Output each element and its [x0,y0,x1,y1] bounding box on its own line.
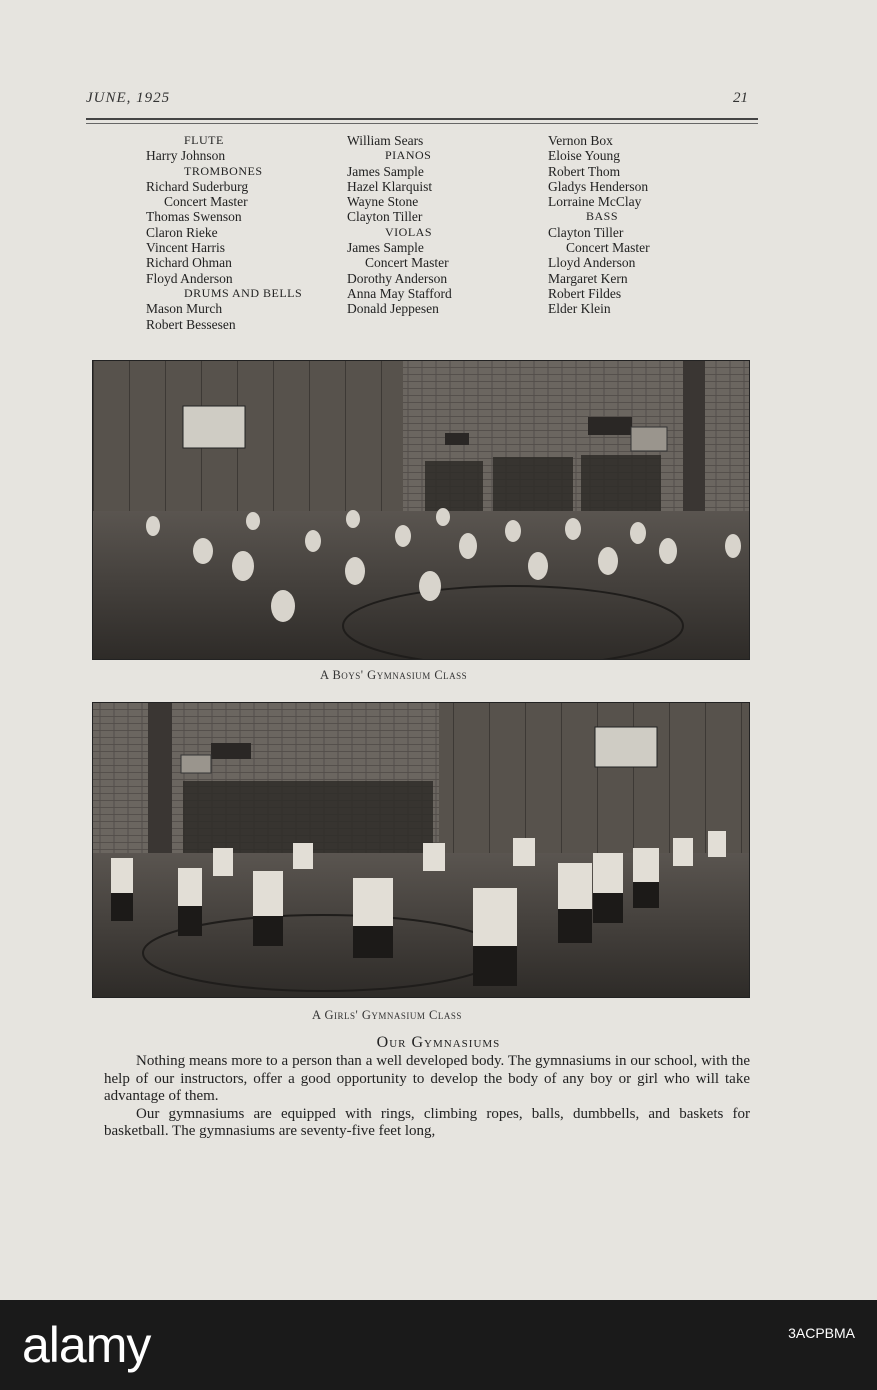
roster-section-heading: TROMBONES [184,163,263,178]
roster-name: Concert Master [365,255,449,271]
roster-name: Clayton Tiller [347,209,423,225]
roster-name: Richard Ohman [146,255,232,271]
roster-section-heading: VIOLAS [385,224,432,239]
girls-photo-caption: A Girls' Gymnasium Class [312,1008,462,1022]
roster-name: Thomas Swenson [146,209,242,225]
roster-name: Concert Master [164,194,248,210]
roster-name: Eloise Young [548,148,621,164]
boys-gymnasium-photo [92,360,750,660]
roster-section-heading: DRUMS AND BELLS [184,285,303,300]
girls-gymnasium-photo [92,702,750,998]
roster-name: Gladys Henderson [548,178,649,194]
image-id [735,1323,855,1343]
page-header-date: JUNE, 1925 [86,90,171,106]
page-number: 21 [733,90,748,106]
roster-section-heading: FLUTE [184,133,224,147]
header-rule [86,118,758,120]
alamy-logo: alamy [22,1317,151,1373]
roster-column-1 [146,133,302,332]
roster-name: Donald Jeppesen [347,301,439,317]
roster-name: James Sample [347,163,424,179]
roster-name: Hazel Klarquist [347,178,433,194]
roster-name: Concert Master [566,240,650,256]
roster-name: Lorraine McClay [548,194,642,210]
roster-name: Dorothy Anderson [347,270,448,286]
roster-section-heading: PIANOS [385,148,432,163]
roster-name: Elder Klein [548,301,611,317]
roster-name: Claron Rieke [146,224,218,240]
roster-column-3 [548,133,650,317]
article-body [104,1053,750,1141]
boys-photo-caption: A Boys' Gymnasium Class [320,668,468,682]
roster-section-heading: BASS [586,209,619,224]
roster-name: Floyd Anderson [146,270,233,286]
article-paragraph: Our gymnasiums are equipped with rings, climbing ropes, balls, dumbbells, and baskets for basketball. The gymnasiums are seventy-five feet long, [104,1105,750,1140]
roster-name: Robert Bessesen [146,316,236,332]
article-paragraph: Nothing means more to a person than a well developed body. The gymnasiums in our school, with the help of our instructors, offer a good opportunity to develop the body of any boy or girl who will take advantage of them. [104,1053,750,1105]
header-rule-thin [86,123,758,124]
roster-name: Margaret Kern [548,270,628,286]
girls-gym-scene [93,703,749,997]
roster-name: Vincent Harris [146,240,226,256]
roster-name: Harry Johnson [146,148,226,164]
image-id-text: 3ACPBMA [788,1325,855,1341]
roster-name: Anna May Stafford [347,285,452,301]
roster-name: Robert Fildes [548,285,622,301]
roster-name: Lloyd Anderson [548,255,636,271]
roster-name: Wayne Stone [347,194,419,210]
roster-name: Clayton Tiller [548,224,624,240]
article-heading: Our Gymnasiums [376,1034,501,1051]
roster-name: Mason Murch [146,301,223,317]
roster-name: Robert Thom [548,163,621,179]
boys-gym-scene [93,361,749,659]
roster-name: Richard Suderburg [146,178,249,194]
roster-name: James Sample [347,240,424,256]
roster-name: William Sears [347,133,424,148]
roster-name: Vernon Box [548,133,613,148]
roster-column-2 [347,133,452,317]
